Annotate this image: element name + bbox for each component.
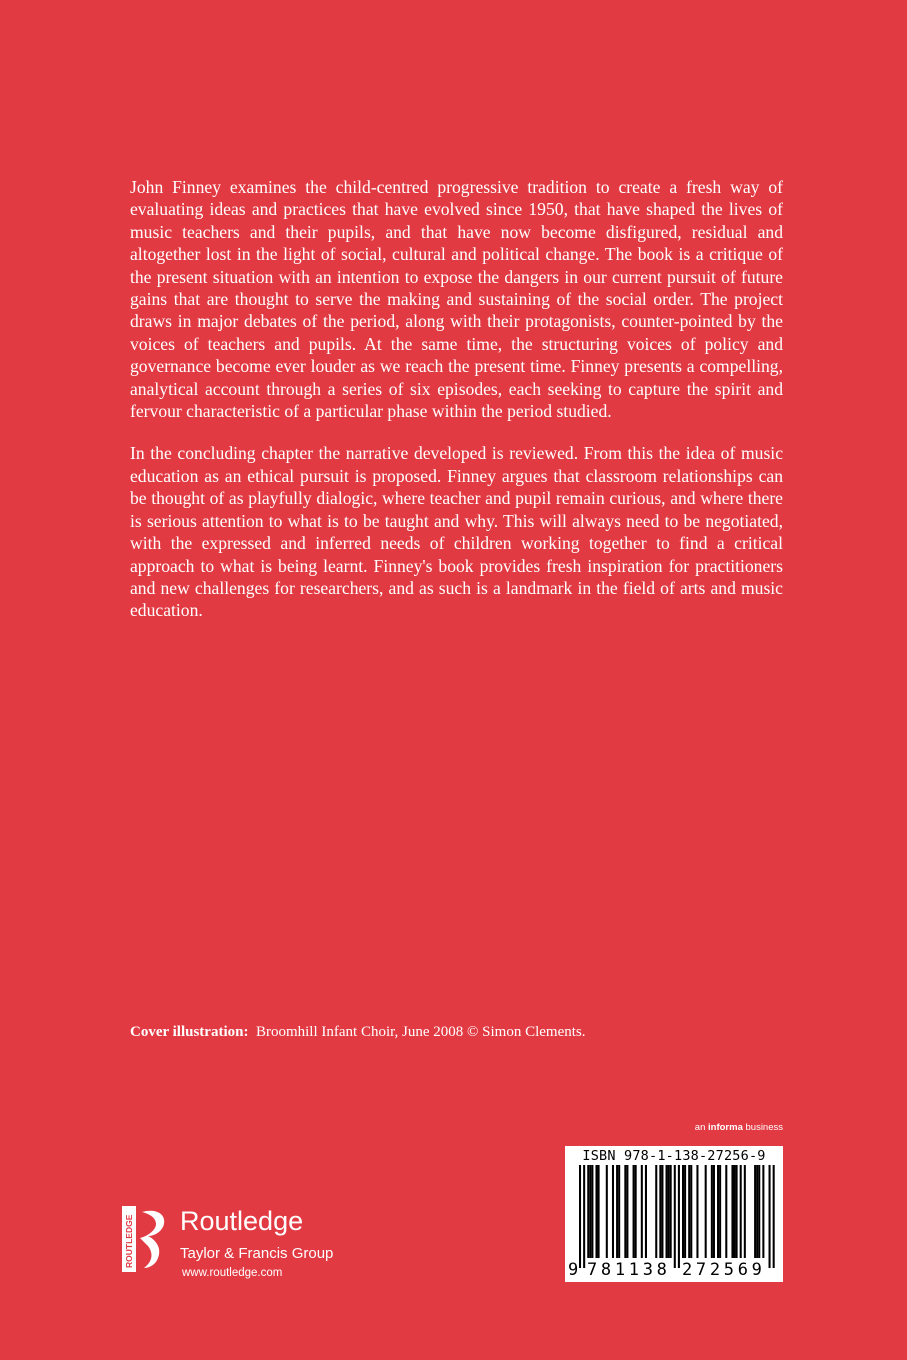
blurb-paragraph-2: In the concluding chapter the narrative developed is reviewed. From this the idea of music education as an ethical pursuit is proposed. Finney argues that classroom relationships can be thought of as playfully dialogic, where teacher and pupil remain curious, and where there is serious attention to what is to be taught and why. This will always need to be negotiated, with the expressed and inferred needs of children working together to find a critical approach to what is being learnt. Finney's book provides fresh inspiration for practitioners and new challenges for researchers, and as such is a landmark in the field of arts and music education.	[130, 443, 783, 621]
cover-credit-text: Broomhill Infant Choir, June 2008 © Simon Clements.	[255, 1024, 586, 1040]
barcode-bar	[690, 1165, 692, 1258]
barcode-bar	[591, 1165, 593, 1258]
cover-credit	[130, 1024, 586, 1041]
barcode-guard-bar	[579, 1165, 581, 1268]
barcode-digits-left: 781138	[587, 1260, 671, 1280]
barcode-bar	[713, 1165, 715, 1258]
informa-prefix: an	[694, 1122, 706, 1133]
barcode-bar	[641, 1165, 643, 1258]
barcode-guard-bar	[674, 1165, 676, 1268]
barcode-bar	[618, 1165, 620, 1258]
barcode-bar	[668, 1165, 670, 1258]
isbn-label: ISBN 978-1-138-27256-9	[582, 1148, 766, 1164]
barcode-bar	[645, 1165, 647, 1258]
barcode-bar	[612, 1165, 614, 1258]
barcode-bar	[696, 1165, 698, 1258]
barcode-bar	[762, 1165, 764, 1258]
barcode-bar	[587, 1165, 589, 1258]
barcode-bar	[688, 1165, 690, 1258]
informa-suffix: business	[745, 1122, 783, 1133]
barcode-guard-bar	[769, 1165, 771, 1268]
barcode-bar	[626, 1165, 628, 1258]
publisher-name: Routledge	[180, 1206, 304, 1236]
barcode-bar	[670, 1165, 672, 1258]
barcode-bar	[731, 1165, 733, 1258]
informa-brand: informa	[708, 1122, 743, 1133]
barcode-bar	[595, 1165, 597, 1258]
barcode-bar	[666, 1165, 668, 1258]
barcode-bar	[734, 1165, 736, 1258]
barcode-bar	[682, 1165, 684, 1258]
barcode-bar	[633, 1165, 635, 1258]
publisher-url[interactable]: www.routledge.com	[182, 1267, 283, 1279]
barcode-bar	[711, 1165, 713, 1258]
barcode-guard-bar	[583, 1165, 585, 1268]
routledge-logo-icon	[122, 1206, 174, 1272]
barcode-bar	[655, 1165, 657, 1258]
barcode-bar	[736, 1165, 738, 1258]
blurb-paragraph-1: John Finney examines the child-centred progressive tradition to create a fresh way of evaluating ideas and practices that have evolved since 1950, that have shaped the lives of music teachers and their pupils, and that have now become disfigured, residual and altogether lost in the light of social, cultural and political change. The book is a critique of the present situation with an intention to expose the dangers in our current pursuit of future gains that are thought to serve the making and sustaining of the social order. The project draws in major debates of the period, along with their protagonists, counter-pointed by the voices of teachers and pupils. At the same time, the structuring voices of policy and governance become ever louder as we reach the present time. Finney presents a compelling, analytical account through a series of six episodes, each seeking to capture the spirit and fervour characteristic of a particular phase within the period studied.	[130, 177, 783, 422]
informa-tagline	[660, 1122, 783, 1133]
barcode-bar	[616, 1165, 618, 1258]
barcode-guard-bar	[773, 1165, 775, 1268]
barcode-bar	[740, 1165, 742, 1258]
barcode-bar	[635, 1165, 637, 1258]
barcode-guard-bar	[678, 1165, 680, 1268]
publisher-group: Taylor & Francis Group	[180, 1245, 334, 1262]
barcode-bar	[659, 1165, 661, 1258]
blurb	[130, 176, 783, 642]
barcode-bar	[598, 1165, 600, 1258]
barcode-digit-first: 9	[568, 1260, 579, 1280]
barcode-bar	[661, 1165, 663, 1258]
barcode-bar	[589, 1165, 591, 1258]
barcode-digits-right: 272569	[682, 1260, 766, 1280]
barcode-bar	[719, 1165, 721, 1258]
barcode-bar	[725, 1165, 727, 1258]
barcode-bar	[606, 1165, 608, 1258]
cover-credit-label: Cover illustration:	[130, 1024, 249, 1040]
barcode-bar	[684, 1165, 686, 1258]
isbn-barcode	[565, 1146, 783, 1282]
routledge-vertical-mark: ROUTLEDGE	[124, 1214, 134, 1268]
barcode-bar	[754, 1165, 756, 1258]
barcode-bar	[705, 1165, 707, 1258]
barcode-bar	[744, 1165, 746, 1258]
barcode-bar	[756, 1165, 758, 1258]
barcode-bar	[758, 1165, 760, 1258]
barcode-bar	[624, 1165, 626, 1258]
barcode-bar	[717, 1165, 719, 1258]
